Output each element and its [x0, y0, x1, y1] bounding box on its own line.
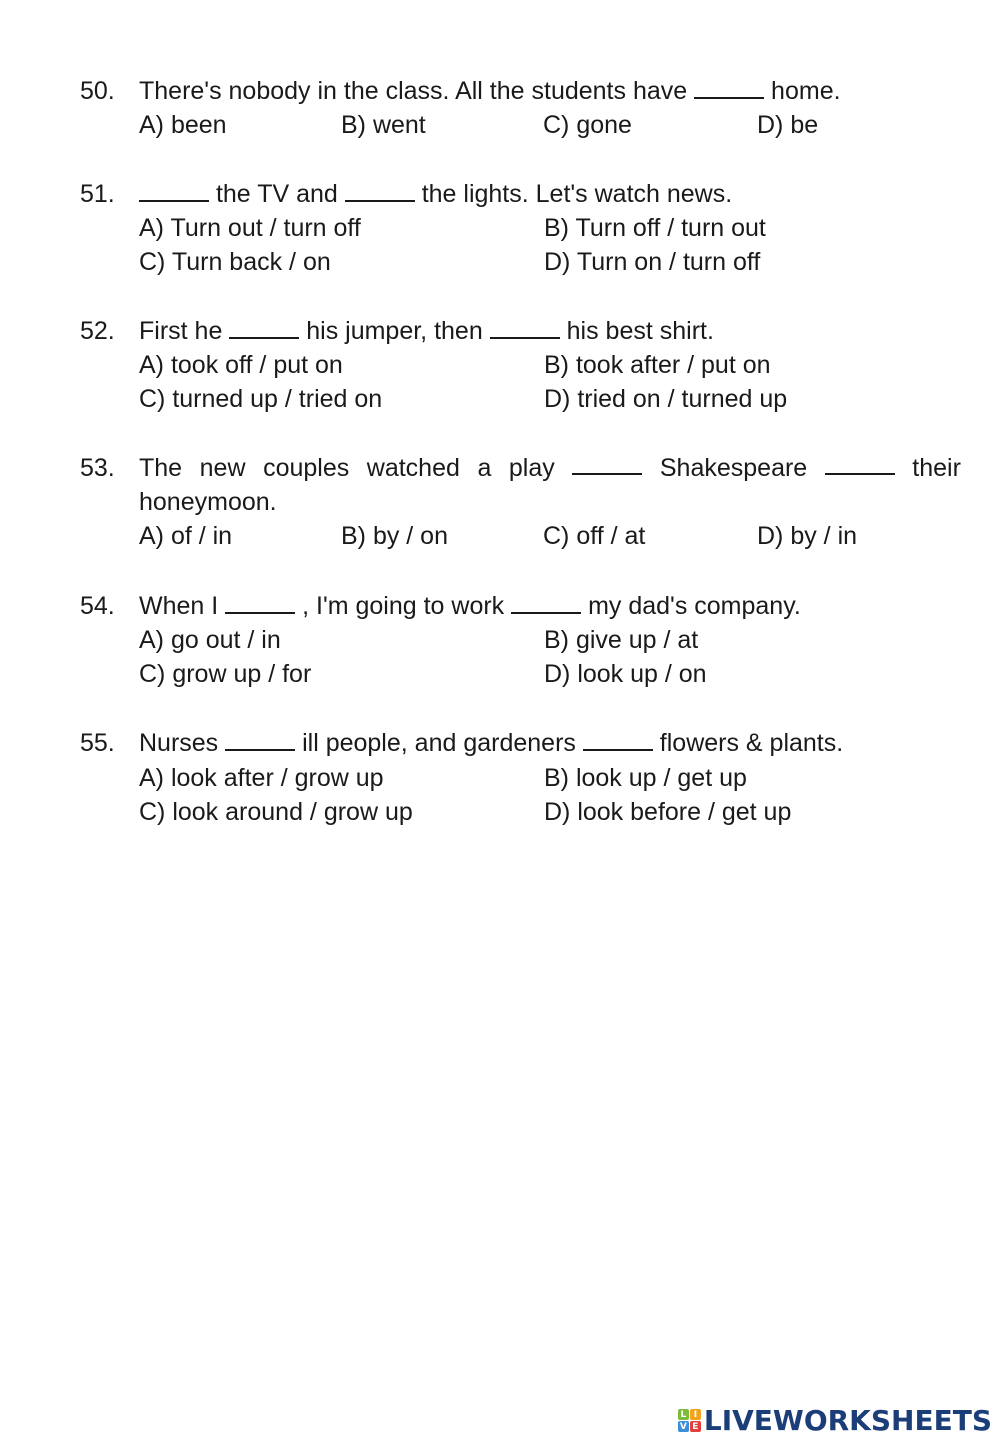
answer-blank[interactable]	[572, 451, 642, 475]
answer-blank[interactable]	[583, 727, 653, 751]
question-text	[139, 74, 841, 108]
text-part: First he	[139, 317, 230, 345]
word: couples	[263, 454, 350, 482]
question-52	[80, 314, 970, 413]
question-text	[139, 177, 732, 211]
text-part: his best shirt.	[559, 317, 714, 345]
question-54	[80, 589, 970, 688]
option-d[interactable]: D) tried on / turned up	[544, 385, 788, 413]
option-a[interactable]: A) Turn out / turn off	[139, 214, 361, 242]
question-number: 53.	[80, 454, 115, 482]
logo-block: V	[678, 1421, 689, 1432]
option-d[interactable]: D) Turn on / turn off	[544, 248, 761, 276]
question-51	[80, 177, 970, 276]
text-part: my dad's company.	[581, 592, 801, 620]
option-d[interactable]: D) look before / get up	[544, 798, 792, 826]
word: new	[199, 454, 246, 482]
text-part: flowers & plants.	[652, 729, 844, 757]
question-text	[139, 451, 961, 485]
option-c[interactable]: C) gone	[543, 111, 632, 139]
option-b[interactable]: B) give up / at	[544, 626, 699, 654]
question-number: 54.	[80, 592, 115, 620]
text-part: ill people, and gardeners	[295, 729, 583, 757]
text-part: Nurses	[139, 729, 226, 757]
option-c[interactable]: C) grow up / for	[139, 660, 312, 688]
answer-blank[interactable]	[139, 178, 209, 202]
answer-blank[interactable]	[694, 75, 764, 99]
question-text-continued: honeymoon.	[139, 488, 277, 516]
option-b[interactable]: B) went	[341, 111, 426, 139]
answer-blank[interactable]	[511, 590, 581, 614]
option-d[interactable]: D) by / in	[757, 522, 858, 550]
word: The	[139, 454, 183, 482]
word: a	[477, 454, 492, 482]
answer-blank[interactable]	[225, 590, 295, 614]
text-part: home.	[764, 77, 841, 105]
word: their	[912, 454, 961, 482]
word: Shakespeare	[659, 454, 808, 482]
answer-blank[interactable]	[345, 178, 415, 202]
text-part: the TV and	[209, 180, 345, 208]
logo-block: E	[690, 1421, 701, 1432]
text-part: There's nobody in the class. All the students have	[139, 77, 695, 105]
word: play	[508, 454, 555, 482]
logo-block: L	[678, 1409, 689, 1420]
question-50	[80, 74, 970, 139]
liveworksheets-logo	[678, 1404, 992, 1437]
option-a[interactable]: A) of / in	[139, 522, 233, 550]
answer-blank[interactable]	[225, 727, 295, 751]
word: watched	[366, 454, 460, 482]
question-number: 55.	[80, 729, 115, 757]
live-blocks-icon	[678, 1409, 701, 1432]
question-number: 50.	[80, 77, 115, 105]
option-d[interactable]: D) be	[757, 111, 819, 139]
question-53	[80, 451, 970, 550]
option-c[interactable]: C) turned up / tried on	[139, 385, 383, 413]
option-b[interactable]: B) look up / get up	[544, 764, 747, 792]
option-c[interactable]: C) Turn back / on	[139, 248, 331, 276]
option-a[interactable]: A) been	[139, 111, 227, 139]
option-a[interactable]: A) look after / grow up	[139, 764, 384, 792]
logo-block: I	[690, 1409, 701, 1420]
option-a[interactable]: A) took off / put on	[139, 351, 343, 379]
answer-blank[interactable]	[825, 451, 895, 475]
option-b[interactable]: B) by / on	[341, 522, 448, 550]
option-d[interactable]: D) look up / on	[544, 660, 707, 688]
question-number: 52.	[80, 317, 115, 345]
option-a[interactable]: A) go out / in	[139, 626, 281, 654]
question-55	[80, 726, 970, 826]
question-text	[139, 589, 801, 623]
text-part: the lights. Let's watch news.	[414, 180, 733, 208]
question-text	[139, 726, 843, 760]
logo-text: LIVEWORKSHEETS	[703, 1404, 992, 1437]
text-part: , I'm going to work	[295, 592, 512, 620]
option-b[interactable]: B) took after / put on	[544, 351, 771, 379]
option-b[interactable]: B) Turn off / turn out	[544, 214, 766, 242]
answer-blank[interactable]	[490, 315, 560, 339]
text-part: When I	[139, 592, 226, 620]
text-part: his jumper, then	[299, 317, 490, 345]
question-text	[139, 314, 714, 348]
option-c[interactable]: C) look around / grow up	[139, 798, 413, 826]
option-c[interactable]: C) off / at	[543, 522, 646, 550]
answer-blank[interactable]	[229, 315, 299, 339]
question-number: 51.	[80, 180, 115, 208]
